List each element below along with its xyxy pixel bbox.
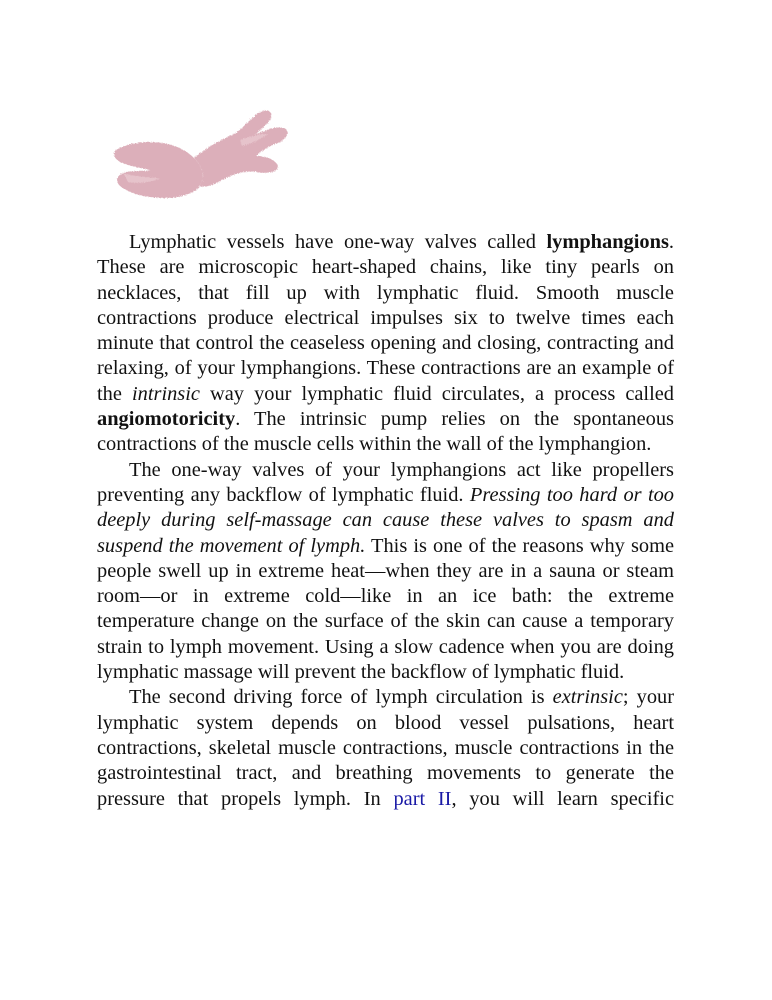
paragraph-1 [97, 230, 674, 458]
paragraph-3-text-3: , you will learn specific [451, 787, 675, 810]
paragraph-2 [97, 458, 674, 686]
hand-ornament-graphic [110, 100, 295, 210]
paragraph-1-text-3: way your lymphatic fluid circulates, a process called [199, 382, 674, 405]
term-intrinsic: intrinsic [131, 382, 200, 405]
paragraph-2-emphasis: Pressing too hard or too deeply during self-massage can cause these valves to spasm and suspend the movement of lymph. [97, 483, 674, 557]
term-lymphangions: lymphangions [546, 231, 669, 253]
paragraph-3 [97, 685, 674, 811]
paragraph-1-text-2: . These are microscopic heart-shaped chains, like tiny pearls on necklaces, that fill up with lymphatic fluid. Smooth muscle contractions produce electrical impulses six to twelve times each minute that control the ceaseless opening and closing, contracting and relaxing, of your lymphangions. These contractions are an example of the [97, 231, 674, 405]
paragraph-3-text-1: The second driving force of lymph circulation is [129, 686, 553, 709]
part-ii-link[interactable]: part II [393, 787, 452, 810]
term-angiomotoricity: angiomotoricity [97, 408, 236, 431]
paragraph-1-text-1: Lymphatic vessels have one-way valves called [129, 231, 547, 253]
body-text [97, 230, 674, 812]
paragraph-3-text-2: ; your lymphatic system depends on blood vessel pulsations, heart contractions, skeletal muscle contractions, muscle contractions in the gastrointestinal tract, and breathing movements to generate the pressure that propels lymph. In [97, 686, 674, 810]
term-extrinsic: extrinsic [552, 686, 623, 709]
paragraph-2-text-2: This is one of the reasons why some people swell up in extreme heat—when they are in a sauna or steam room—or in extreme cold—like in an ice bath: the extreme temperature change on the surface of the skin can cause a temporary strain to lymph movement. Using a slow cadence when you are doing lymphatic massage will prevent the backflow of lymphatic fluid. [97, 534, 674, 684]
hand-ornament-icon [110, 100, 295, 210]
paragraph-2-text-1: The one-way valves of your lymphangions act like propellers preventing any backflow of lymphatic fluid. [97, 458, 674, 506]
paragraph-1-text-4: . The intrinsic pump relies on the spontaneous contractions of the muscle cells within the wall of the lymphangion. [97, 408, 674, 456]
